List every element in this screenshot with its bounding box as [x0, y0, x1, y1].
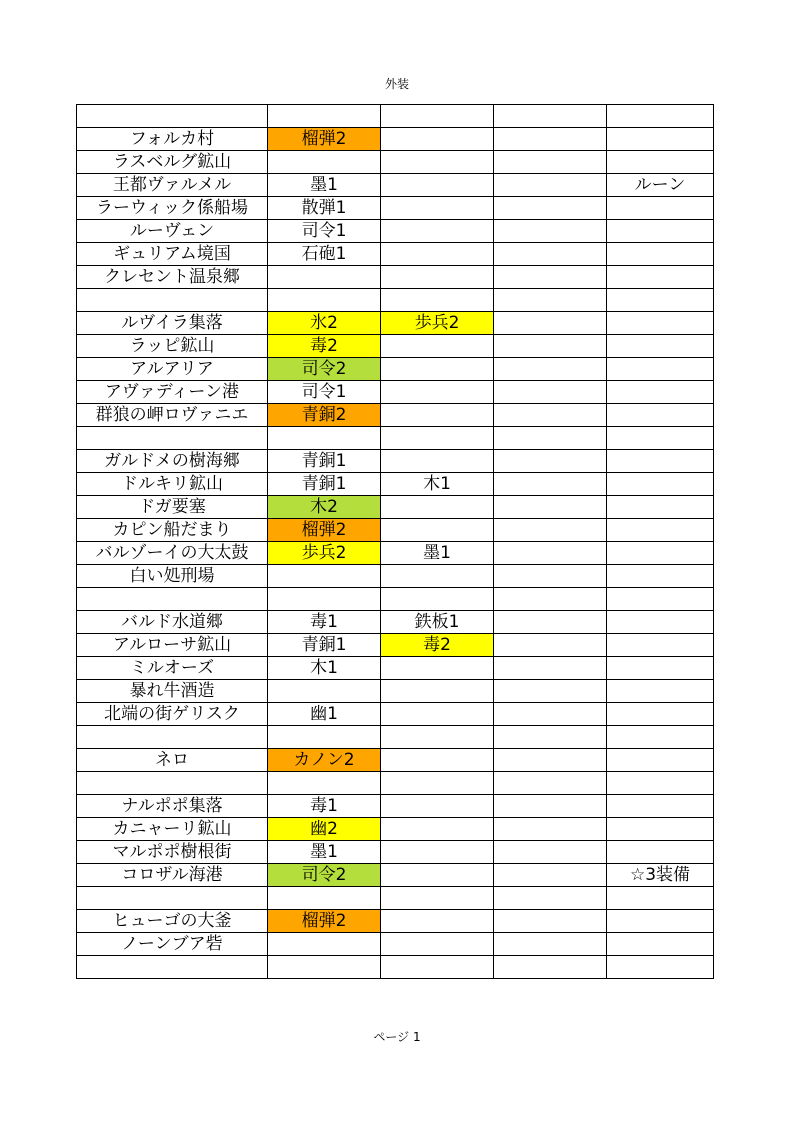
- material-cell: 歩兵2: [268, 542, 381, 565]
- material-cell: 石砲1: [268, 243, 381, 266]
- location-cell: カピン船だまり: [77, 519, 268, 542]
- material-cell: [268, 289, 381, 312]
- material-cell: 毒2: [268, 335, 381, 358]
- note-cell: [607, 933, 714, 956]
- location-cell: ラッピ鉱山: [77, 335, 268, 358]
- empty-cell: [494, 404, 607, 427]
- note-cell: [607, 519, 714, 542]
- table-row: [77, 151, 714, 174]
- location-cell: ヒューゴの大釜: [77, 910, 268, 933]
- extra-material-cell: [381, 933, 494, 956]
- table-row: [77, 749, 714, 772]
- location-cell: 白い処刑場: [77, 565, 268, 588]
- table-row: [77, 381, 714, 404]
- material-cell: [268, 887, 381, 910]
- note-cell: [607, 358, 714, 381]
- empty-cell: [494, 818, 607, 841]
- empty-cell: [494, 519, 607, 542]
- location-cell: アヴァディーン港: [77, 381, 268, 404]
- location-cell: ネロ: [77, 749, 268, 772]
- empty-cell: [494, 772, 607, 795]
- material-cell: 榴弾2: [268, 910, 381, 933]
- material-cell: [268, 956, 381, 979]
- location-cell: ラスベルグ鉱山: [77, 151, 268, 174]
- material-cell: [268, 772, 381, 795]
- material-cell: 毒1: [268, 795, 381, 818]
- note-cell: [607, 427, 714, 450]
- note-cell: [607, 128, 714, 151]
- material-cell: 散弾1: [268, 197, 381, 220]
- empty-cell: [494, 841, 607, 864]
- location-cell: ラーウィック係船場: [77, 197, 268, 220]
- table-row: [77, 266, 714, 289]
- material-cell: 青銅2: [268, 404, 381, 427]
- page-header-title: 外装: [384, 77, 409, 91]
- note-cell: [607, 266, 714, 289]
- table-row: [77, 565, 714, 588]
- extra-material-cell: [381, 220, 494, 243]
- extra-material-cell: [381, 519, 494, 542]
- table-row: [77, 404, 714, 427]
- empty-cell: [494, 128, 607, 151]
- material-cell: 墨1: [268, 841, 381, 864]
- extra-material-cell: [381, 289, 494, 312]
- material-cell: 司令2: [268, 864, 381, 887]
- location-cell: [77, 588, 268, 611]
- note-cell: [607, 818, 714, 841]
- spreadsheet-body: [77, 105, 714, 979]
- empty-cell: [494, 197, 607, 220]
- empty-cell: [494, 726, 607, 749]
- note-cell: [607, 197, 714, 220]
- empty-cell: [494, 174, 607, 197]
- table-row: [77, 680, 714, 703]
- extra-material-cell: [381, 588, 494, 611]
- material-cell: [268, 105, 381, 128]
- material-cell: 司令2: [268, 358, 381, 381]
- location-cell: ドルキリ鉱山: [77, 473, 268, 496]
- location-cell: [77, 726, 268, 749]
- empty-cell: [494, 657, 607, 680]
- extra-material-cell: [381, 956, 494, 979]
- note-cell: [607, 335, 714, 358]
- location-cell: ルーヴェン: [77, 220, 268, 243]
- note-cell: [607, 887, 714, 910]
- empty-cell: [494, 542, 607, 565]
- extra-material-cell: [381, 197, 494, 220]
- note-cell: [607, 772, 714, 795]
- location-cell: ノーンブア砦: [77, 933, 268, 956]
- extra-material-cell: [381, 404, 494, 427]
- note-cell: [607, 220, 714, 243]
- material-cell: 榴弾2: [268, 128, 381, 151]
- material-cell: [268, 933, 381, 956]
- empty-cell: [494, 312, 607, 335]
- table-row: [77, 220, 714, 243]
- empty-cell: [494, 243, 607, 266]
- table-row: [77, 174, 714, 197]
- extra-material-cell: [381, 105, 494, 128]
- location-cell: コロザル海港: [77, 864, 268, 887]
- extra-material-cell: [381, 818, 494, 841]
- table-row: [77, 910, 714, 933]
- empty-cell: [494, 105, 607, 128]
- extra-material-cell: [381, 657, 494, 680]
- note-cell: [607, 634, 714, 657]
- extra-material-cell: [381, 381, 494, 404]
- location-cell: バルド水道郷: [77, 611, 268, 634]
- material-cell: [268, 427, 381, 450]
- empty-cell: [494, 266, 607, 289]
- location-cell: ナルポポ集落: [77, 795, 268, 818]
- table-row: [77, 312, 714, 335]
- empty-cell: [494, 910, 607, 933]
- material-cell: 墨1: [268, 174, 381, 197]
- extra-material-cell: 木1: [381, 473, 494, 496]
- empty-cell: [494, 611, 607, 634]
- empty-cell: [494, 634, 607, 657]
- table-row: [77, 128, 714, 151]
- material-cell: 木2: [268, 496, 381, 519]
- note-cell: [607, 243, 714, 266]
- extra-material-cell: [381, 864, 494, 887]
- location-cell: マルポポ樹根街: [77, 841, 268, 864]
- material-cell: 青銅1: [268, 450, 381, 473]
- empty-cell: [494, 358, 607, 381]
- material-cell: 青銅1: [268, 634, 381, 657]
- empty-cell: [494, 565, 607, 588]
- extra-material-cell: [381, 841, 494, 864]
- location-cell: [77, 105, 268, 128]
- extra-material-cell: [381, 128, 494, 151]
- material-cell: 毒1: [268, 611, 381, 634]
- empty-cell: [494, 220, 607, 243]
- extra-material-cell: [381, 703, 494, 726]
- note-cell: [607, 795, 714, 818]
- note-cell: [607, 749, 714, 772]
- extra-material-cell: [381, 335, 494, 358]
- extra-material-cell: [381, 450, 494, 473]
- location-cell: アルアリア: [77, 358, 268, 381]
- note-cell: [607, 105, 714, 128]
- material-cell: [268, 680, 381, 703]
- table-row: [77, 243, 714, 266]
- note-cell: [607, 473, 714, 496]
- extra-material-cell: [381, 565, 494, 588]
- location-cell: バルゾーイの大太鼓: [77, 542, 268, 565]
- note-cell: [607, 680, 714, 703]
- note-cell: [607, 450, 714, 473]
- empty-cell: [494, 956, 607, 979]
- location-cell: 群狼の岬ロヴァニエ: [77, 404, 268, 427]
- note-cell: [607, 542, 714, 565]
- location-cell: [77, 956, 268, 979]
- table-row: [77, 795, 714, 818]
- empty-cell: [494, 450, 607, 473]
- material-cell: 木1: [268, 657, 381, 680]
- table-row: [77, 197, 714, 220]
- extra-material-cell: [381, 772, 494, 795]
- extra-material-cell: [381, 749, 494, 772]
- empty-cell: [494, 795, 607, 818]
- material-cell: カノン2: [268, 749, 381, 772]
- empty-cell: [494, 473, 607, 496]
- extra-material-cell: [381, 266, 494, 289]
- material-cell: 青銅1: [268, 473, 381, 496]
- table-row: [77, 519, 714, 542]
- table-row: [77, 358, 714, 381]
- empty-cell: [494, 933, 607, 956]
- empty-cell: [494, 680, 607, 703]
- material-cell: 氷2: [268, 312, 381, 335]
- extra-material-cell: [381, 726, 494, 749]
- table-row: [77, 427, 714, 450]
- table-row: [77, 887, 714, 910]
- empty-cell: [494, 887, 607, 910]
- table-row: [77, 634, 714, 657]
- note-cell: [607, 726, 714, 749]
- location-cell: [77, 887, 268, 910]
- extra-material-cell: 歩兵2: [381, 312, 494, 335]
- location-cell: ガルドメの樹海郷: [77, 450, 268, 473]
- table-row: [77, 703, 714, 726]
- material-cell: 司令1: [268, 381, 381, 404]
- note-cell: ルーン: [607, 174, 714, 197]
- table-row: [77, 864, 714, 887]
- table-row: [77, 726, 714, 749]
- location-cell: アルローサ鉱山: [77, 634, 268, 657]
- table-row: [77, 611, 714, 634]
- table-row: [77, 588, 714, 611]
- table-row: [77, 450, 714, 473]
- note-cell: [607, 657, 714, 680]
- table-row: [77, 289, 714, 312]
- extra-material-cell: [381, 427, 494, 450]
- location-cell: ドガ要塞: [77, 496, 268, 519]
- note-cell: [607, 841, 714, 864]
- extra-material-cell: 毒2: [381, 634, 494, 657]
- table-row: [77, 473, 714, 496]
- location-cell: [77, 427, 268, 450]
- table-row: [77, 657, 714, 680]
- material-cell: [268, 565, 381, 588]
- table-row: [77, 105, 714, 128]
- material-cell: 榴弾2: [268, 519, 381, 542]
- empty-cell: [494, 151, 607, 174]
- note-cell: [607, 289, 714, 312]
- location-cell: ギュリアム境国: [77, 243, 268, 266]
- note-cell: [607, 910, 714, 933]
- location-cell: 王都ヴァルメル: [77, 174, 268, 197]
- extra-material-cell: [381, 174, 494, 197]
- page-footer-number: ページ 1: [373, 1030, 421, 1044]
- note-cell: ☆3装備: [607, 864, 714, 887]
- material-cell: 司令1: [268, 220, 381, 243]
- extra-material-cell: [381, 680, 494, 703]
- note-cell: [607, 312, 714, 335]
- table-row: [77, 841, 714, 864]
- empty-cell: [494, 703, 607, 726]
- empty-cell: [494, 289, 607, 312]
- location-cell: ルヴイラ集落: [77, 312, 268, 335]
- extra-material-cell: [381, 910, 494, 933]
- location-cell: フォルカ村: [77, 128, 268, 151]
- extra-material-cell: [381, 358, 494, 381]
- empty-cell: [494, 335, 607, 358]
- extra-material-cell: 鉄板1: [381, 611, 494, 634]
- location-cell: [77, 289, 268, 312]
- empty-cell: [494, 427, 607, 450]
- empty-cell: [494, 588, 607, 611]
- note-cell: [607, 565, 714, 588]
- location-cell: カニャーリ鉱山: [77, 818, 268, 841]
- note-cell: [607, 588, 714, 611]
- material-cell: [268, 266, 381, 289]
- material-cell: 幽1: [268, 703, 381, 726]
- location-cell: 北端の街ゲリスク: [77, 703, 268, 726]
- table-row: [77, 956, 714, 979]
- empty-cell: [494, 864, 607, 887]
- empty-cell: [494, 496, 607, 519]
- table-row: [77, 933, 714, 956]
- table-row: [77, 542, 714, 565]
- location-cell: ミルオーズ: [77, 657, 268, 680]
- extra-material-cell: 墨1: [381, 542, 494, 565]
- spreadsheet-table: [76, 104, 714, 979]
- extra-material-cell: [381, 887, 494, 910]
- location-cell: クレセント温泉郷: [77, 266, 268, 289]
- empty-cell: [494, 749, 607, 772]
- location-cell: 暴れ牛酒造: [77, 680, 268, 703]
- material-cell: 幽2: [268, 818, 381, 841]
- note-cell: [607, 611, 714, 634]
- note-cell: [607, 381, 714, 404]
- extra-material-cell: [381, 151, 494, 174]
- note-cell: [607, 703, 714, 726]
- material-cell: [268, 588, 381, 611]
- table-row: [77, 335, 714, 358]
- location-cell: [77, 772, 268, 795]
- empty-cell: [494, 381, 607, 404]
- note-cell: [607, 956, 714, 979]
- table-row: [77, 496, 714, 519]
- note-cell: [607, 151, 714, 174]
- note-cell: [607, 496, 714, 519]
- note-cell: [607, 404, 714, 427]
- extra-material-cell: [381, 795, 494, 818]
- extra-material-cell: [381, 496, 494, 519]
- material-cell: [268, 726, 381, 749]
- table-row: [77, 818, 714, 841]
- material-cell: [268, 151, 381, 174]
- table-row: [77, 772, 714, 795]
- extra-material-cell: [381, 243, 494, 266]
